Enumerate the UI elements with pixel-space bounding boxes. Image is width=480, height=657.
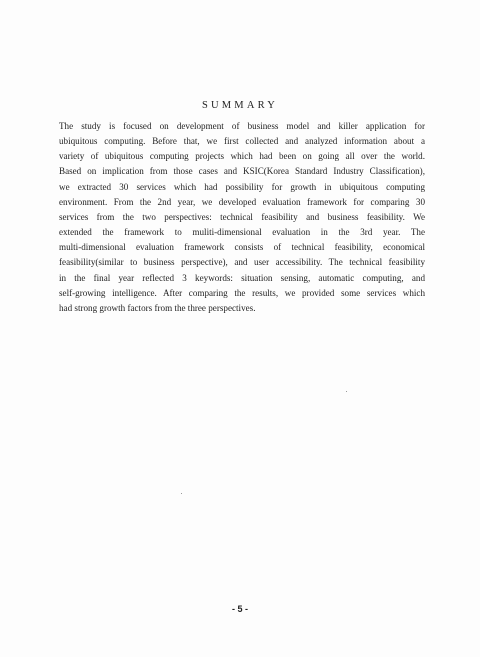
paragraph-line: The study is focused on development of business model and killer application for [59,121,425,131]
paragraph-line: had strong growth factors from the three perspectives. [59,302,256,313]
paragraph-line: self-growing intelligence. After comparing the results, we provided some services which [59,287,425,298]
scan-speck [346,391,347,392]
paragraph-line: feasibility(similar to business perspective), and user accessibility. The technical feasibility [59,257,425,268]
paragraph-line: ubiquitous computing. Before that, we first collected and analyzed information about a [59,136,425,147]
summary-paragraph [59,119,425,316]
page-number: - 5 - [231,604,248,614]
paragraph-line: services from the two perspectives: technical feasibility and business feasibility. We [59,211,425,222]
paragraph-line: in the final year reflected 3 keywords: situation sensing, automatic computing, and [59,272,425,283]
scan-speck [181,493,182,494]
paragraph-line: variety of ubiquitous computing projects which had been on going all over the world. [59,151,425,162]
paragraph-line: environment. From the 2nd year, we developed evaluation framework for comparing 30 [59,196,425,207]
summary-heading: SUMMARY [201,100,279,111]
paragraph-line: Based on implication from those cases and KSIC(Korea Standard Industry Classification), [59,166,425,177]
paragraph-line: we extracted 30 services which had possibility for growth in ubiquitous computing [59,181,425,192]
paragraph-line: multi-dimensional evaluation framework consists of technical feasibility, economical [59,242,425,253]
paragraph-line: extended the framework to muliti-dimensional evaluation in the 3rd year. The [59,227,425,238]
